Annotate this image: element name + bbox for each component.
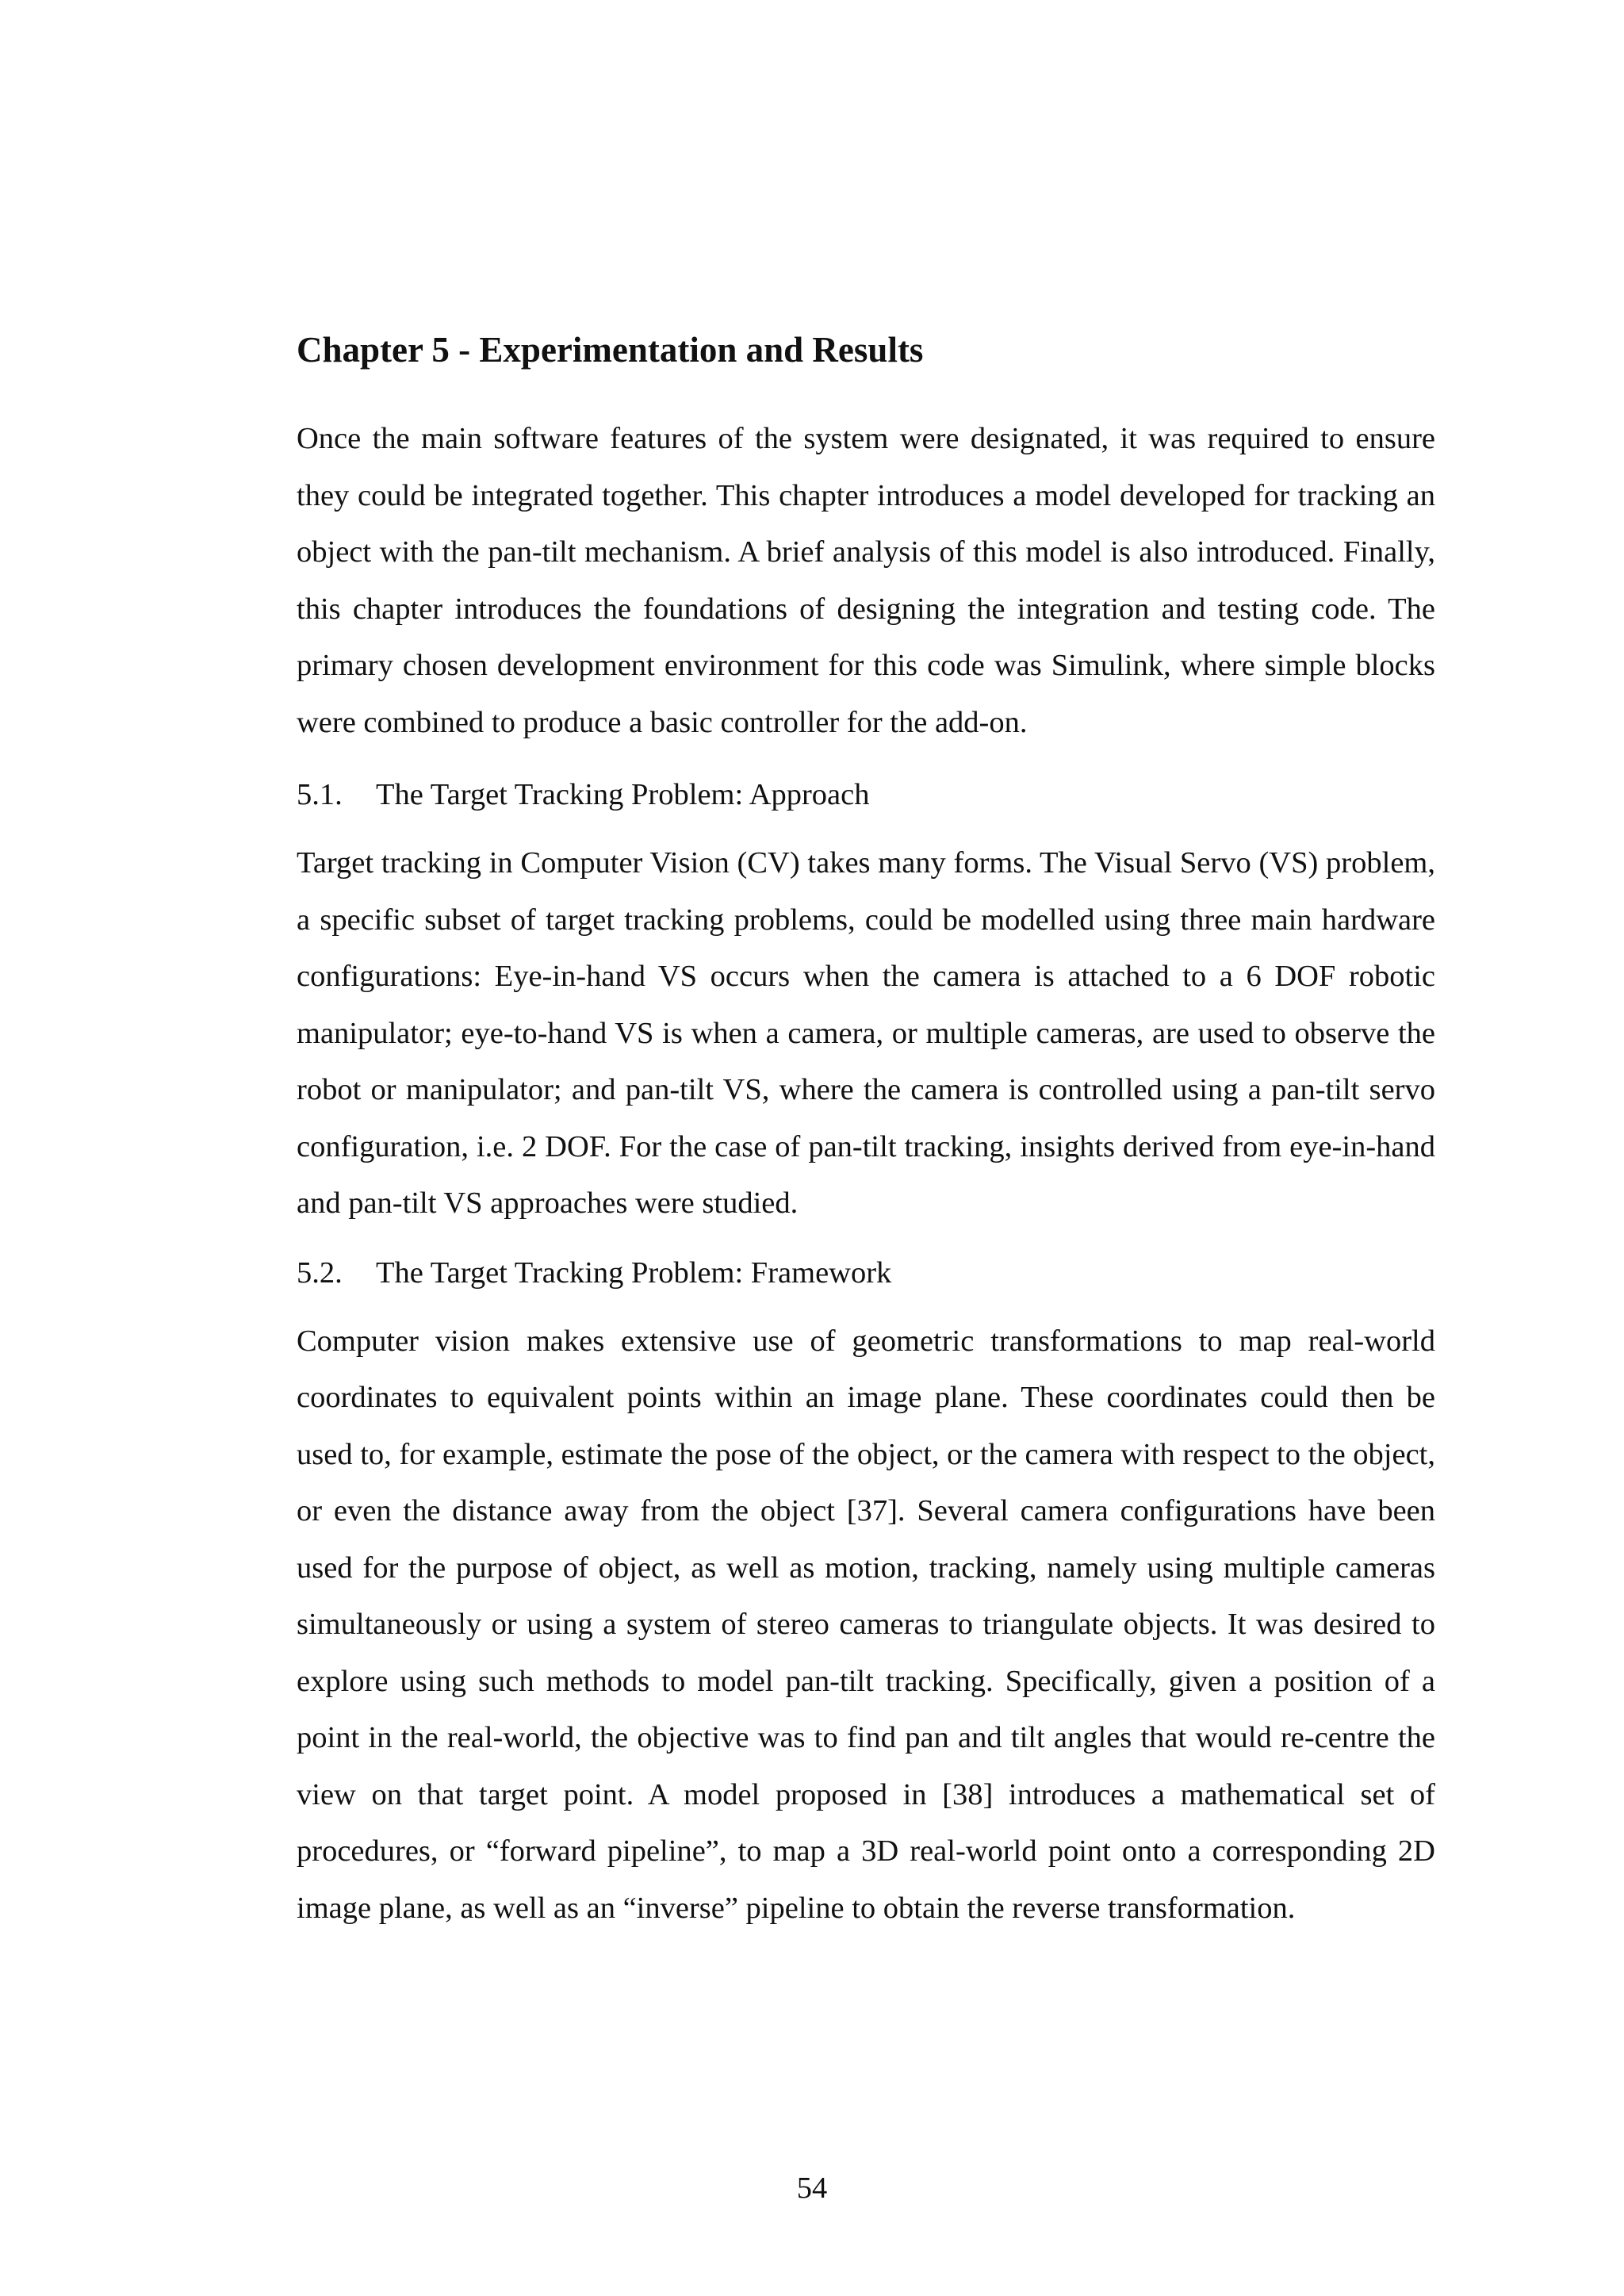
section-number: 5.1. bbox=[297, 778, 343, 811]
section-5-1-paragraph: Target tracking in Computer Vision (CV) takes many forms. The Visual Servo (VS) problem, a specific subset of target tracking problems, could be modelled using three main hardware configurations: Eye-in-hand VS occurs when the camera is attached to a 6 DOF robotic manipulator; eye-to-hand VS is when a camera, or multiple cameras, are used to observe the robot or manipulator; and pan-tilt VS, where the camera is controlled using a pan-tilt servo configuration, i.e. 2 DOF. For the case of pan-tilt tracking, insights derived from eye-in-hand and pan-tilt VS approaches were studied. bbox=[297, 846, 1435, 1220]
section-title: The Target Tracking Problem: Approach bbox=[376, 778, 870, 811]
section-number: 5.2. bbox=[297, 1255, 343, 1290]
chapter-title: Chapter 5 - Experimentation and Results bbox=[297, 330, 924, 370]
chapter-intro-paragraph: Once the main software features of the system were designated, it was required to ensure they could be integrated together. This chapter introduces a model developed for tracking an object with the pan-tilt mechanism. A brief analysis of this model is also introduced. Finally, this chapter introduces the foundations of designing the integration and testing code. The primary chosen development environment for this code was Simulink, where simple blocks were combined to produce a basic controller for the add-on. bbox=[297, 422, 1435, 739]
section-title: The Target Tracking Problem: Framework bbox=[376, 1255, 892, 1290]
section-5-2-paragraph: Computer vision makes extensive use of geometric transformations to map real-world coordinates to equivalent points within an image plane. These coordinates could then be used to, for example, estimate the pose of the object, or the camera with respect to the object, or even the distance away from the object [37]. Several camera configurations have been used for the purpose of object, as well as motion, tracking, namely using multiple cameras simultaneously or using a system of stereo cameras to triangulate objects. It was desired to explore using such methods to model pan-tilt tracking. Specifically, given a position of a point in the real-world, the objective was to find pan and tilt angles that would re-centre the view on that target point. A model proposed in [38] introduces a mathematical set of procedures, or “forward pipeline”, to map a 3D real-world point onto a corresponding 2D image plane, as well as an “inverse” pipeline to obtain the reverse transformation. bbox=[297, 1324, 1435, 1925]
page-number: 54 bbox=[796, 2171, 828, 2205]
page-content bbox=[297, 325, 1435, 1937]
section-heading-5-1 bbox=[297, 771, 1435, 818]
section-heading-5-2 bbox=[297, 1249, 1435, 1297]
